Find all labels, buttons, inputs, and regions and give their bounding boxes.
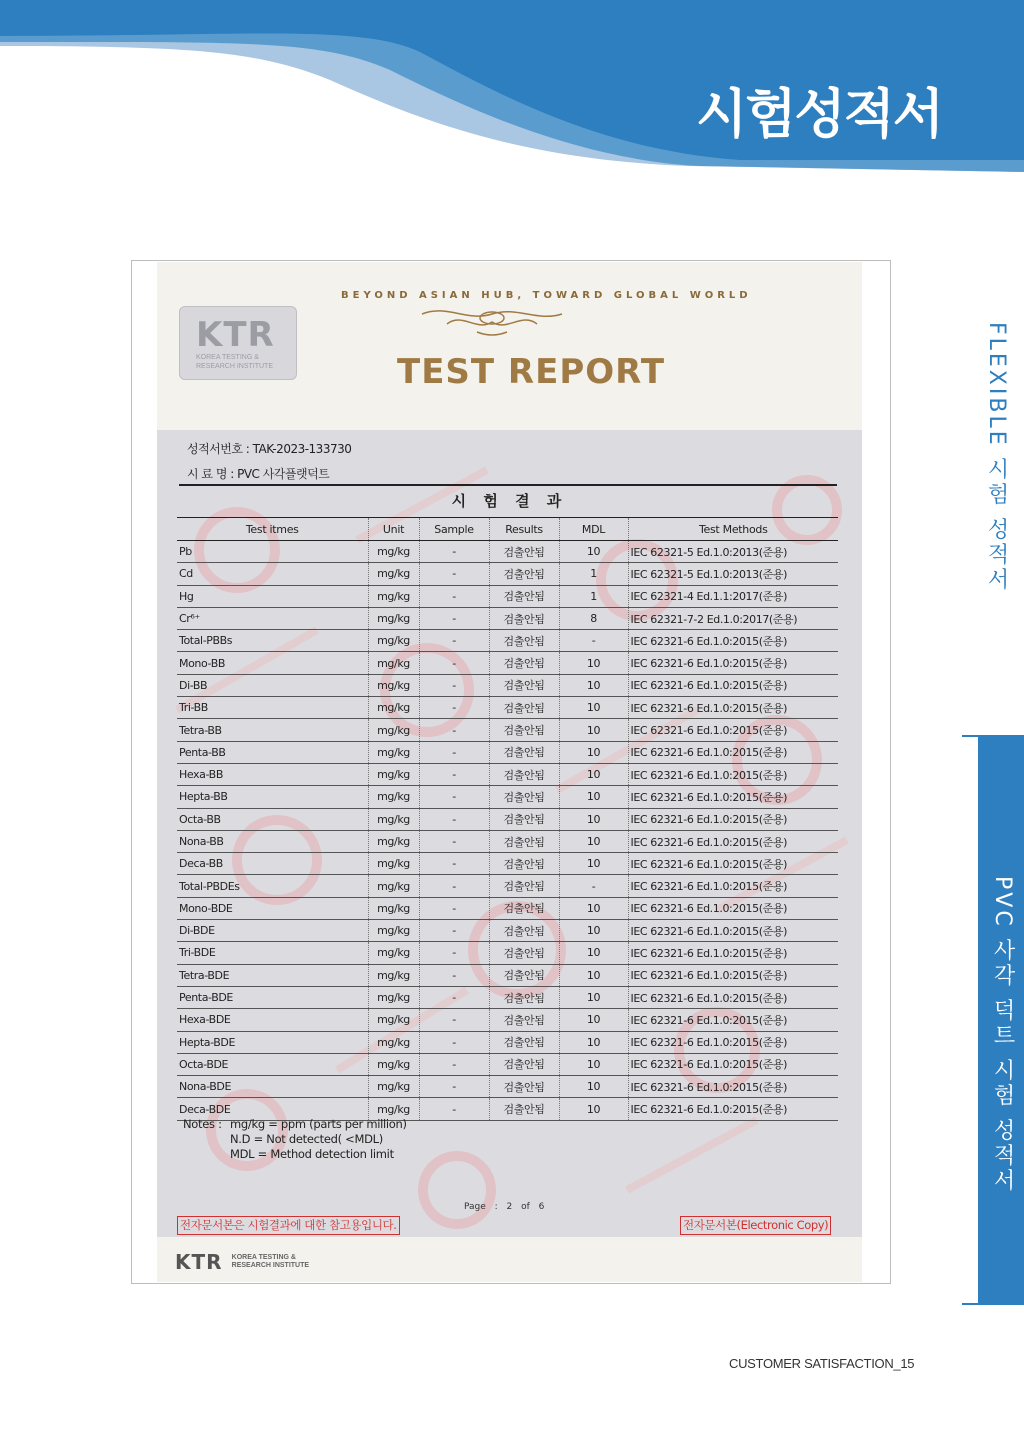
seal-line-1: KOREA TESTING & (196, 354, 259, 361)
table-row (177, 674, 838, 696)
mdl-cell: 10 (559, 942, 628, 964)
result-cell: 검출안됨 (489, 897, 559, 919)
test-method-cell: IEC 62321-6 Ed.1.0:2015(준용) (628, 964, 838, 986)
mdl-cell: 10 (559, 1053, 628, 1075)
mdl-cell: 10 (559, 719, 628, 741)
side-tab-bottom-rule (962, 1303, 1024, 1305)
page-indicator: Page : 2 of 6 (464, 1202, 545, 1212)
test-item-cell: Penta-BDE (177, 986, 368, 1008)
test-method-cell: IEC 62321-6 Ed.1.0:2015(준용) (628, 897, 838, 919)
mdl-cell: 10 (559, 853, 628, 875)
test-method-cell: IEC 62321-4 Ed.1.1:2017(준용) (628, 585, 838, 607)
result-cell: 검출안됨 (489, 1076, 559, 1098)
column-header: MDL (559, 518, 628, 541)
column-header: Test itmes (177, 518, 368, 541)
table-row (177, 652, 838, 674)
sample-cell: - (419, 1031, 489, 1053)
sample-cell: - (419, 920, 489, 942)
sample-cell: - (419, 563, 489, 585)
results-table (177, 517, 838, 1121)
table-row (177, 853, 838, 875)
sample-cell: - (419, 1098, 489, 1120)
table-row (177, 541, 838, 563)
test-method-cell: IEC 62321-6 Ed.1.0:2015(준용) (628, 808, 838, 830)
unit-cell: mg/kg (368, 1009, 419, 1031)
sample-cell: - (419, 630, 489, 652)
result-cell: 검출안됨 (489, 563, 559, 585)
unit-cell: mg/kg (368, 741, 419, 763)
result-cell: 검출안됨 (489, 830, 559, 852)
mdl-cell: 10 (559, 541, 628, 563)
test-item-cell: Deca-BDE (177, 1098, 368, 1120)
test-method-cell: IEC 62321-6 Ed.1.0:2015(준용) (628, 875, 838, 897)
unit-cell: mg/kg (368, 786, 419, 808)
test-method-cell: IEC 62321-6 Ed.1.0:2015(준용) (628, 674, 838, 696)
table-row (177, 786, 838, 808)
table-row (177, 630, 838, 652)
test-item-cell: Penta-BB (177, 741, 368, 763)
side-label-pvc-duct: PVC 사각 덕트 시험 성적서 (990, 876, 1015, 1194)
mdl-cell: 1 (559, 585, 628, 607)
unit-cell: mg/kg (368, 830, 419, 852)
result-cell: 검출안됨 (489, 964, 559, 986)
test-item-cell: Tetra-BB (177, 719, 368, 741)
unit-cell: mg/kg (368, 697, 419, 719)
test-item-cell: Cd (177, 563, 368, 585)
footer-logo-text: KTR (175, 1250, 223, 1274)
table-row (177, 1009, 838, 1031)
test-item-cell: Mono-BB (177, 652, 368, 674)
mdl-cell: - (559, 630, 628, 652)
result-cell: 검출안됨 (489, 607, 559, 629)
test-item-cell: Hexa-BB (177, 763, 368, 785)
mdl-cell: 10 (559, 741, 628, 763)
test-method-cell: IEC 62321-6 Ed.1.0:2015(준용) (628, 763, 838, 785)
page-heading: 시험성적서 (696, 84, 942, 145)
result-cell: 검출안됨 (489, 1031, 559, 1053)
test-item-cell: Octa-BDE (177, 1053, 368, 1075)
table-row (177, 585, 838, 607)
sample-cell: - (419, 986, 489, 1008)
sample-cell: - (419, 652, 489, 674)
result-cell: 검출안됨 (489, 652, 559, 674)
mdl-cell: 8 (559, 607, 628, 629)
table-row (177, 808, 838, 830)
table-row (177, 719, 838, 741)
test-item-cell: Nona-BB (177, 830, 368, 852)
unit-cell: mg/kg (368, 607, 419, 629)
test-item-cell: Pb (177, 541, 368, 563)
test-method-cell: IEC 62321-6 Ed.1.0:2015(준용) (628, 697, 838, 719)
result-cell: 검출안됨 (489, 541, 559, 563)
test-method-cell: IEC 62321-6 Ed.1.0:2015(준용) (628, 920, 838, 942)
side-tab-top-rule (962, 735, 1024, 737)
sample-cell: - (419, 964, 489, 986)
mdl-cell: 10 (559, 652, 628, 674)
sample-cell: - (419, 1076, 489, 1098)
mdl-cell: 10 (559, 786, 628, 808)
result-cell: 검출안됨 (489, 585, 559, 607)
test-method-cell: IEC 62321-6 Ed.1.0:2015(준용) (628, 1053, 838, 1075)
sample-cell: - (419, 853, 489, 875)
result-cell: 검출안됨 (489, 875, 559, 897)
table-row (177, 986, 838, 1008)
sample-cell: - (419, 674, 489, 696)
mdl-cell: 10 (559, 1098, 628, 1120)
result-cell: 검출안됨 (489, 1098, 559, 1120)
ornament-flourish (417, 302, 567, 338)
test-item-cell: Tetra-BDE (177, 964, 368, 986)
result-cell: 검출안됨 (489, 763, 559, 785)
table-top-rule (179, 484, 837, 486)
result-cell: 검출안됨 (489, 719, 559, 741)
mdl-cell: 10 (559, 897, 628, 919)
sample-cell: - (419, 697, 489, 719)
page-footer-caption: CUSTOMER SATISFACTION_15 (729, 1356, 915, 1371)
table-row (177, 697, 838, 719)
sample-cell: - (419, 942, 489, 964)
result-cell: 검출안됨 (489, 986, 559, 1008)
notes-label: Notes : (183, 1117, 222, 1131)
test-method-cell: IEC 62321-6 Ed.1.0:2015(준용) (628, 630, 838, 652)
test-item-cell: Mono-BDE (177, 897, 368, 919)
table-row (177, 830, 838, 852)
test-method-cell: IEC 62321-6 Ed.1.0:2015(준용) (628, 786, 838, 808)
unit-cell: mg/kg (368, 986, 419, 1008)
column-header: Results (489, 518, 559, 541)
test-method-cell: IEC 62321-6 Ed.1.0:2015(준용) (628, 741, 838, 763)
footer-institute-name (232, 1254, 309, 1270)
test-method-cell: IEC 62321-6 Ed.1.0:2015(준용) (628, 1031, 838, 1053)
test-method-cell: IEC 62321-6 Ed.1.0:2015(준용) (628, 986, 838, 1008)
table-header-row (177, 518, 838, 541)
note-line: mg/kg = ppm (parts per million) (230, 1117, 407, 1131)
test-report-document (157, 262, 862, 1282)
electronic-copy-label: 전자문서본(Electronic Copy) (680, 1216, 831, 1235)
sample-cell: - (419, 541, 489, 563)
unit-cell: mg/kg (368, 1031, 419, 1053)
sample-cell: - (419, 763, 489, 785)
test-item-cell: Total-PBDEs (177, 875, 368, 897)
mdl-cell: 10 (559, 1009, 628, 1031)
result-cell: 검출안됨 (489, 1053, 559, 1075)
table-row (177, 897, 838, 919)
mdl-cell: 10 (559, 920, 628, 942)
column-header: Test Methods (628, 518, 838, 541)
ktr-footer-logo (175, 1250, 309, 1274)
mdl-cell: 10 (559, 697, 628, 719)
test-item-cell: Di-BDE (177, 920, 368, 942)
mdl-cell: 10 (559, 830, 628, 852)
result-cell: 검출안됨 (489, 630, 559, 652)
test-item-cell: Nona-BDE (177, 1076, 368, 1098)
table-row (177, 607, 838, 629)
sample-cell: - (419, 786, 489, 808)
result-cell: 검출안됨 (489, 674, 559, 696)
electronic-copy-notice: 전자문서본은 시험결과에 대한 참고용입니다. (177, 1216, 400, 1235)
test-item-cell: Hg (177, 585, 368, 607)
footer-line-2: RESEARCH INSTITUTE (231, 1262, 310, 1269)
result-cell: 검출안됨 (489, 942, 559, 964)
test-item-cell: Di-BB (177, 674, 368, 696)
mdl-cell: 10 (559, 986, 628, 1008)
result-cell: 검출안됨 (489, 920, 559, 942)
result-cell: 검출안됨 (489, 786, 559, 808)
table-row (177, 920, 838, 942)
footer-line-1: KOREA TESTING & (231, 1254, 296, 1261)
test-item-cell: Hepta-BB (177, 786, 368, 808)
unit-cell: mg/kg (368, 585, 419, 607)
table-row (177, 1053, 838, 1075)
column-header: Unit (368, 518, 419, 541)
mdl-cell: 10 (559, 1076, 628, 1098)
table-row (177, 964, 838, 986)
test-method-cell: IEC 62321-6 Ed.1.0:2015(준용) (628, 1076, 838, 1098)
unit-cell: mg/kg (368, 964, 419, 986)
mdl-cell: 1 (559, 563, 628, 585)
unit-cell: mg/kg (368, 763, 419, 785)
mdl-cell: 10 (559, 674, 628, 696)
test-method-cell: IEC 62321-5 Ed.1.0:2013(준용) (628, 541, 838, 563)
test-item-cell: Total-PBBs (177, 630, 368, 652)
column-header: Sample (419, 518, 489, 541)
unit-cell: mg/kg (368, 630, 419, 652)
sample-cell: - (419, 1053, 489, 1075)
sample-cell: - (419, 875, 489, 897)
unit-cell: mg/kg (368, 652, 419, 674)
unit-cell: mg/kg (368, 920, 419, 942)
test-item-cell: Octa-BB (177, 808, 368, 830)
unit-cell: mg/kg (368, 1053, 419, 1075)
unit-cell: mg/kg (368, 808, 419, 830)
test-method-cell: IEC 62321-6 Ed.1.0:2015(준용) (628, 652, 838, 674)
unit-cell: mg/kg (368, 563, 419, 585)
test-method-cell: IEC 62321-7-2 Ed.1.0:2017(준용) (628, 607, 838, 629)
test-method-cell: IEC 62321-5 Ed.1.0:2013(준용) (628, 563, 838, 585)
test-method-cell: IEC 62321-6 Ed.1.0:2015(준용) (628, 719, 838, 741)
mdl-cell: 10 (559, 763, 628, 785)
report-tagline: BEYOND ASIAN HUB, TOWARD GLOBAL WORLD (341, 290, 752, 301)
mdl-cell: 10 (559, 808, 628, 830)
test-item-cell: Deca-BB (177, 853, 368, 875)
sample-cell: - (419, 741, 489, 763)
unit-cell: mg/kg (368, 1076, 419, 1098)
test-method-cell: IEC 62321-6 Ed.1.0:2015(준용) (628, 830, 838, 852)
sample-cell: - (419, 1009, 489, 1031)
table-row (177, 942, 838, 964)
test-method-cell: IEC 62321-6 Ed.1.0:2015(준용) (628, 1098, 838, 1120)
unit-cell: mg/kg (368, 541, 419, 563)
result-cell: 검출안됨 (489, 853, 559, 875)
test-item-cell: Tri-BDE (177, 942, 368, 964)
result-cell: 검출안됨 (489, 741, 559, 763)
note-line: MDL = Method detection limit (230, 1147, 394, 1161)
sample-cell: - (419, 607, 489, 629)
test-method-cell: IEC 62321-6 Ed.1.0:2015(준용) (628, 1009, 838, 1031)
seal-line-2: RESEARCH INSTITUTE (196, 363, 274, 370)
sample-cell: - (419, 719, 489, 741)
table-row (177, 763, 838, 785)
side-label-flexible: FLEXIBLE 시험 성적서 (984, 322, 1009, 593)
sample-cell: - (419, 897, 489, 919)
table-row (177, 563, 838, 585)
unit-cell: mg/kg (368, 853, 419, 875)
test-method-cell: IEC 62321-6 Ed.1.0:2015(준용) (628, 853, 838, 875)
sample-cell: - (419, 830, 489, 852)
mdl-cell: 10 (559, 964, 628, 986)
report-title: TEST REPORT (397, 352, 666, 392)
result-cell: 검출안됨 (489, 808, 559, 830)
note-line: N.D = Not detected( <MDL) (230, 1132, 383, 1146)
mdl-cell: - (559, 875, 628, 897)
table-row (177, 1031, 838, 1053)
unit-cell: mg/kg (368, 942, 419, 964)
result-cell: 검출안됨 (489, 1009, 559, 1031)
unit-cell: mg/kg (368, 897, 419, 919)
ktr-seal-logo (179, 306, 297, 380)
unit-cell: mg/kg (368, 875, 419, 897)
test-item-cell: Hepta-BDE (177, 1031, 368, 1053)
results-title: 시 험 결 과 (451, 492, 568, 510)
table-row (177, 1076, 838, 1098)
report-number: 성적서번호 : TAK-2023-133730 (187, 442, 352, 456)
test-item-cell: Cr⁶⁺ (177, 607, 368, 629)
test-item-cell: Hexa-BDE (177, 1009, 368, 1031)
table-row (177, 875, 838, 897)
test-item-cell: Tri-BB (177, 697, 368, 719)
sample-cell: - (419, 808, 489, 830)
sample-name: 시 료 명 : PVC 사각플랫덕트 (187, 467, 330, 481)
sample-cell: - (419, 585, 489, 607)
results-table-body (177, 541, 838, 1121)
unit-cell: mg/kg (368, 719, 419, 741)
result-cell: 검출안됨 (489, 697, 559, 719)
unit-cell: mg/kg (368, 1098, 419, 1120)
table-row (177, 741, 838, 763)
seal-logo-text: KTR (196, 315, 275, 355)
mdl-cell: 10 (559, 1031, 628, 1053)
seal-institute-name (196, 353, 273, 371)
unit-cell: mg/kg (368, 674, 419, 696)
test-method-cell: IEC 62321-6 Ed.1.0:2015(준용) (628, 942, 838, 964)
